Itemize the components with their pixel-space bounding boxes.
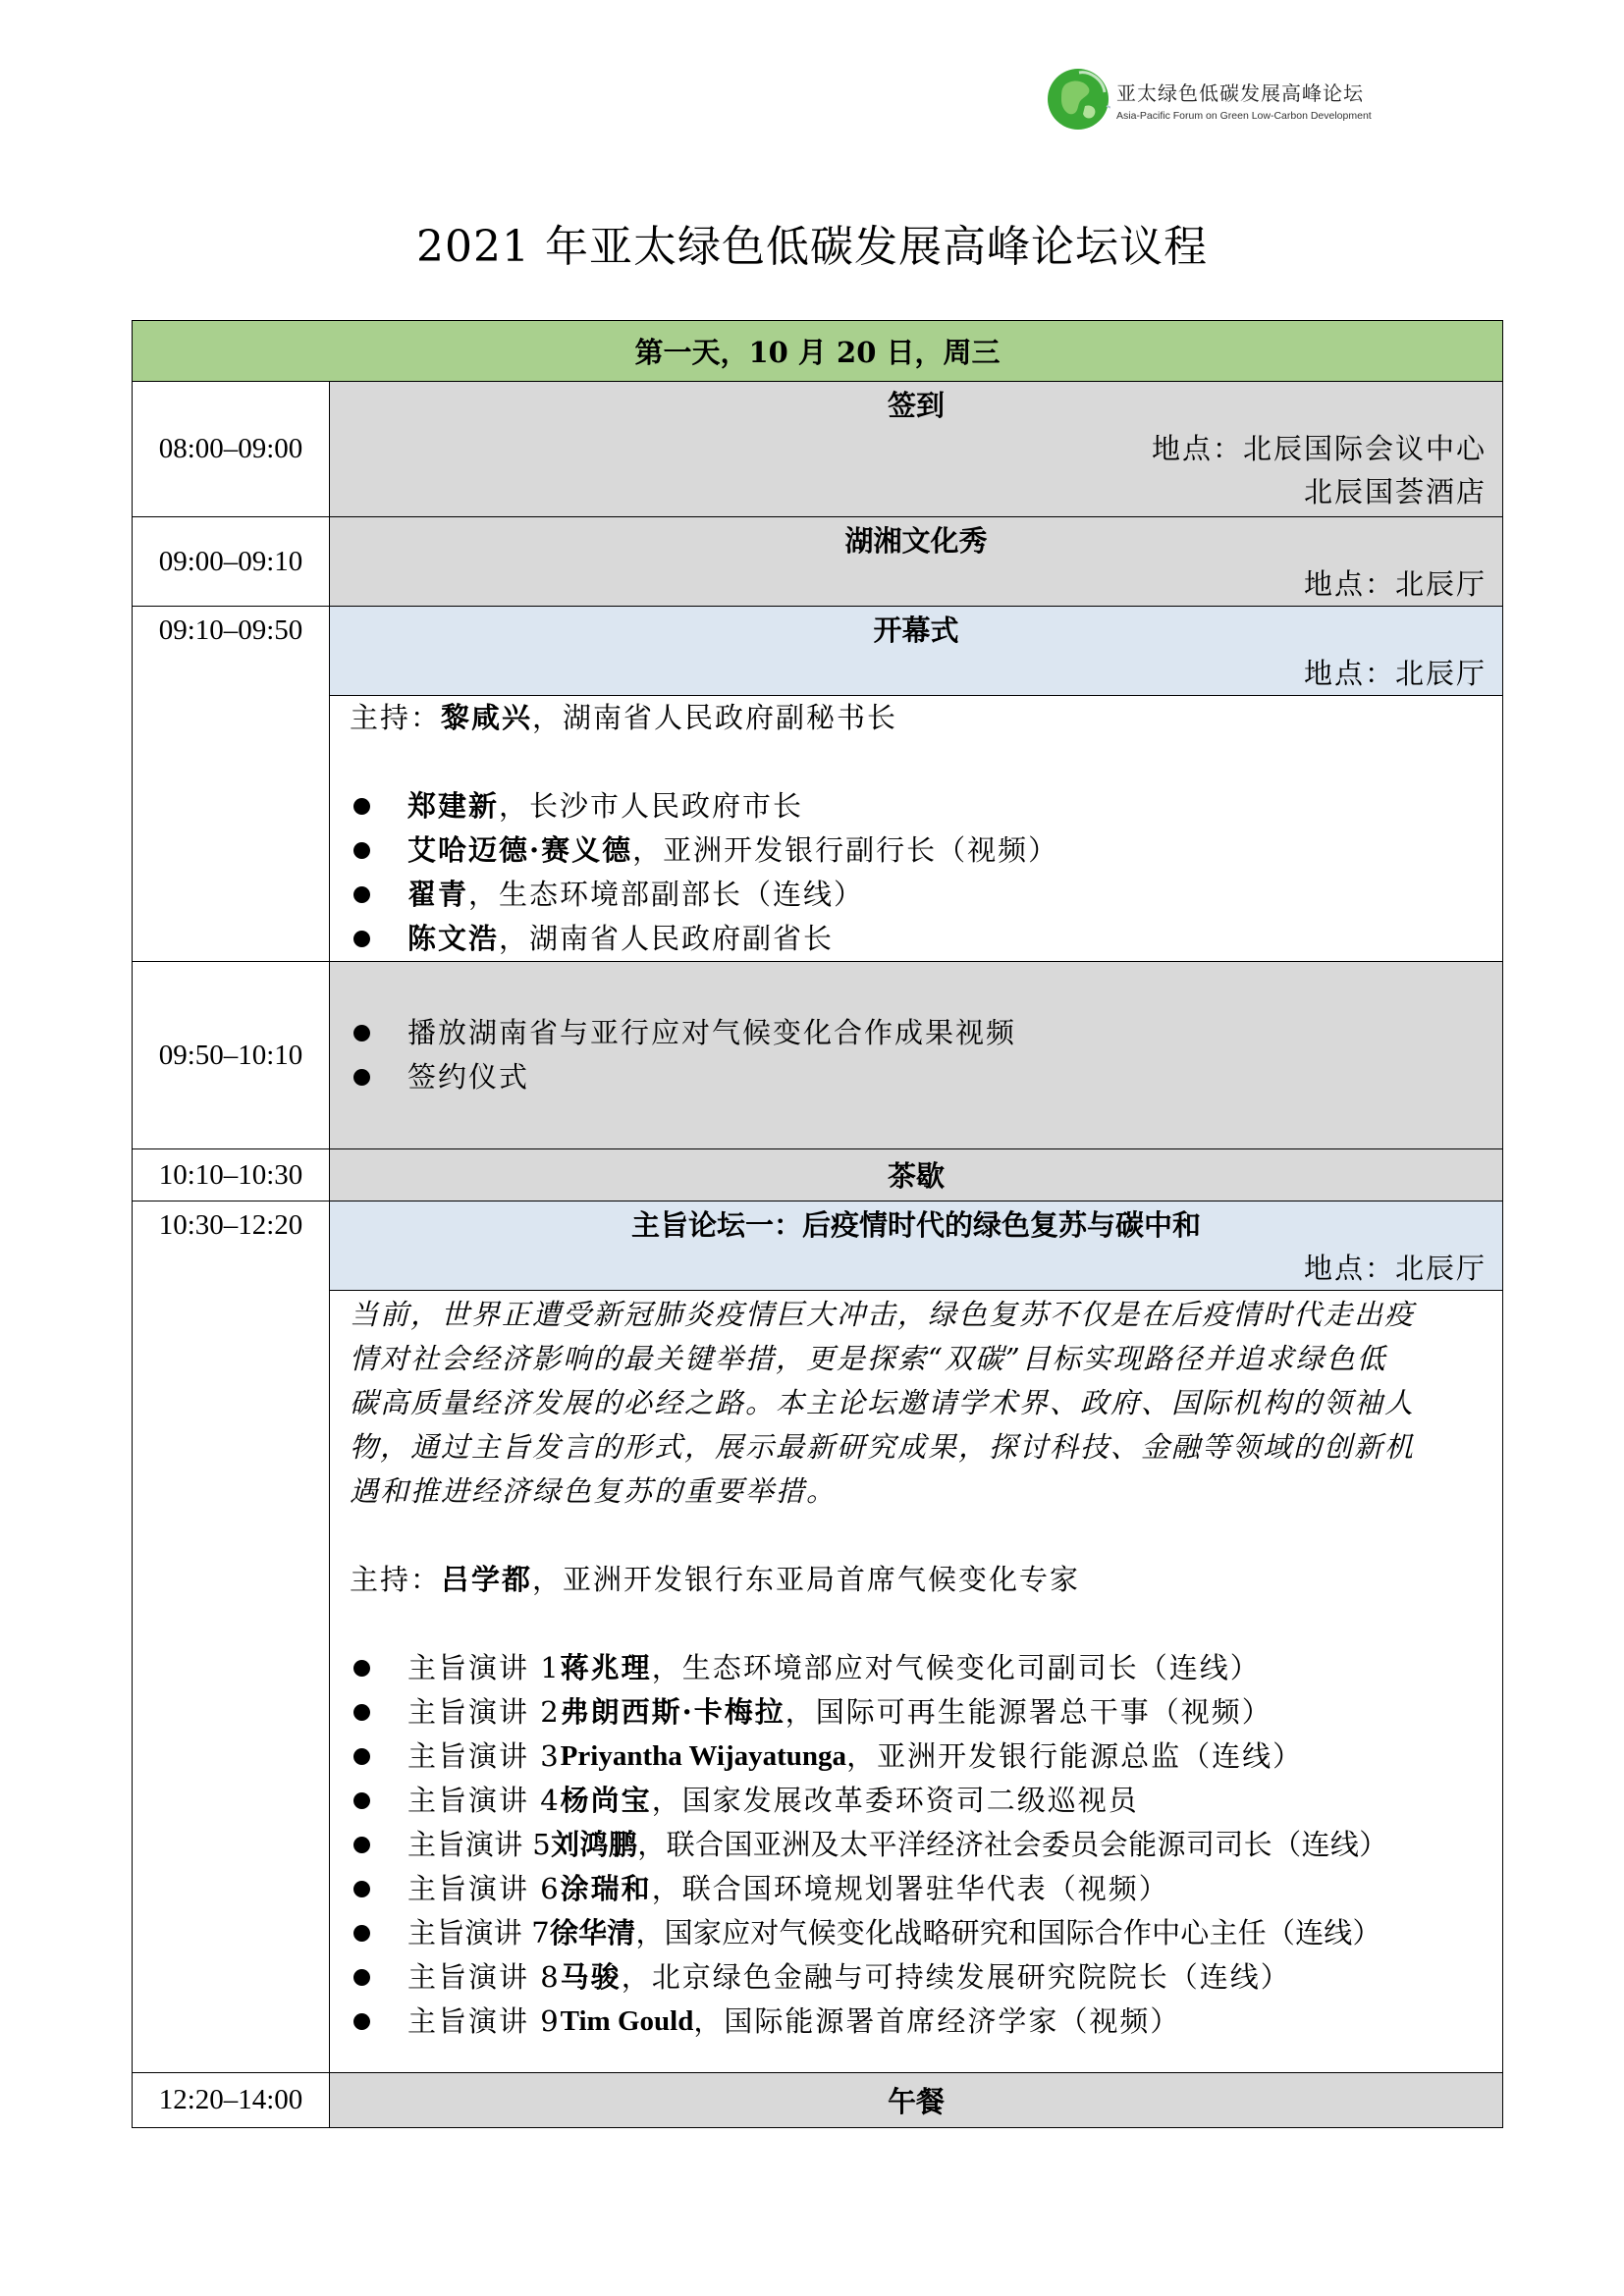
bullet-icon <box>353 798 370 815</box>
green-globe-logo-icon <box>1046 67 1110 132</box>
speech-item: 主旨演讲 8 马骏 ，北京绿色金融与可持续发展研究院院长（连线） <box>350 1955 1489 2000</box>
bullet-icon <box>353 886 370 903</box>
speech-item: 主旨演讲 6 涂瑞和 ，联合国环境规划署驻华代表（视频） <box>350 1867 1489 1911</box>
session-cell <box>330 607 1503 696</box>
time-cell: 10:10–10:30 <box>133 1149 330 1201</box>
bullet-icon <box>353 931 370 947</box>
list-item: 签约仪式 <box>350 1055 1489 1099</box>
day-header-row <box>133 321 1503 382</box>
time-cell: 10:30–12:20 <box>133 1201 330 2073</box>
agenda-row-culture <box>133 517 1503 607</box>
session-location: 地点：北辰厅 <box>1303 1252 1487 1285</box>
host-title: ，亚洲开发银行东亚局首席气候变化专家 <box>532 1563 1081 1596</box>
host-name: 吕学都 <box>441 1563 533 1596</box>
bullet-icon <box>353 2013 370 2030</box>
bullet-icon <box>353 1837 370 1853</box>
agenda-row-keynote-head <box>133 1201 1503 1291</box>
page-title: 2021 年亚太绿色低碳发展高峰论坛议程 <box>416 222 1208 272</box>
session-detail-cell <box>330 696 1503 962</box>
session-location: 地点：北辰厅 <box>1303 567 1487 601</box>
session-title: 茶歇 <box>887 1159 945 1193</box>
session-title: 午餐 <box>887 2084 945 2118</box>
agenda-row-video <box>133 962 1503 1149</box>
bullet-icon <box>353 1704 370 1721</box>
session-cell <box>330 2073 1503 2128</box>
speaker-item: 翟青 ，生态环境部副部长（连线） <box>350 873 1489 917</box>
agenda-table <box>132 320 1503 2128</box>
session-location: 地点：北辰国际会议中心 <box>1151 432 1487 465</box>
speech-item: 主旨演讲 2 弗朗西斯·卡梅拉 ，国际可再生能源署总干事（视频） <box>350 1690 1489 1735</box>
speech-item: 主旨演讲 3 Priyantha Wijayatunga ，亚洲开发银行能源总监（连线） <box>350 1735 1489 1779</box>
bullet-icon <box>353 1025 370 1041</box>
bullet-icon <box>353 1660 370 1677</box>
bullet-icon <box>353 1069 370 1086</box>
list-item: 播放湖南省与亚行应对气候变化合作成果视频 <box>350 1011 1489 1055</box>
session-cell <box>330 1201 1503 1291</box>
session-cell <box>330 382 1503 517</box>
speech-item: 主旨演讲 9 Tim Gould ，国际能源署首席经济学家（视频） <box>350 2000 1489 2044</box>
host-line: 主持：黎咸兴，湖南省人民政府副秘书长 <box>350 701 898 734</box>
session-cell <box>330 517 1503 607</box>
speech-item: 主旨演讲 5 刘鸿鹏 ，联合国亚洲及太平洋经济社会委员会能源司司长（连线） <box>350 1823 1489 1867</box>
speech-item: 主旨演讲 1 蒋兆理 ，生态环境部应对气候变化司副司长（连线） <box>350 1646 1489 1690</box>
speaker-item: 陈文浩 ，湖南省人民政府副省长 <box>350 917 1489 961</box>
agenda-row-opening-body <box>133 696 1503 962</box>
session-detail-cell <box>330 1291 1503 2073</box>
bullet-icon <box>353 1969 370 1986</box>
speaker-item: 郑建新 ，长沙市人民政府市长 <box>350 784 1489 828</box>
agenda-row-opening-head <box>133 607 1503 696</box>
agenda-row-lunch <box>133 2073 1503 2128</box>
session-cell <box>330 1149 1503 1201</box>
time-cell: 09:50–10:10 <box>133 962 330 1149</box>
host-name: 黎咸兴 <box>441 701 533 734</box>
session-title: 签到 <box>887 389 945 422</box>
session-title: 湖湘文化秀 <box>844 524 988 558</box>
session-title: 主旨论坛一：后疫情时代的绿色复苏与碳中和 <box>630 1208 1201 1242</box>
bullet-icon <box>353 1925 370 1942</box>
day-header: 第一天，10 月 20 日，周三 <box>133 321 1503 382</box>
session-title: 开幕式 <box>873 614 959 647</box>
agenda-row-checkin <box>133 382 1503 517</box>
bullet-icon <box>353 842 370 859</box>
speech-item: 主旨演讲 7 徐华清 ，国家应对气候变化战略研究和国际合作中心主任（连线） <box>350 1911 1489 1955</box>
speaker-item: 艾哈迈德·赛义德 ，亚洲开发银行副行长（视频） <box>350 828 1489 873</box>
agenda-row-keynote-body <box>133 1291 1503 2073</box>
time-cell: 08:00–09:00 <box>133 382 330 517</box>
forum-intro: 当前，世界正遭受新冠肺炎疫情巨大冲击，绿色复苏不仅是在后疫情时代走出疫 情对社会经济影响的最关键举措，更是探索“双碳”目标实现路径并追求绿色低 碳高质量经济发展的必经之路。本主论坛邀请学术界、政府、国际机构的领袖人 物，通过主旨发言的形式，展示最新研究成果，探讨科技、金融等领域的创新机 遇和推进经济绿色复苏的重要举措。 <box>350 1298 1416 1508</box>
time-cell: 09:00–09:10 <box>133 517 330 607</box>
session-location-venue: 北辰国荟酒店 <box>1303 475 1487 508</box>
time-cell: 09:10–09:50 <box>133 607 330 962</box>
host-title: ，湖南省人民政府副秘书长 <box>532 701 898 734</box>
bullet-icon <box>353 1748 370 1765</box>
host-line: 主持：吕学都，亚洲开发银行东亚局首席气候变化专家 <box>350 1563 1081 1596</box>
logo-english-name: Asia-Pacific Forum on Green Low-Carbon Development <box>1116 109 1372 122</box>
session-location: 地点：北辰厅 <box>1303 657 1487 690</box>
logo-chinese-name: 亚太绿色低碳发展高峰论坛 <box>1116 80 1364 105</box>
session-cell <box>330 962 1503 1149</box>
bullet-icon <box>353 1792 370 1809</box>
bullet-icon <box>353 1881 370 1897</box>
forum-logo <box>1046 67 1372 132</box>
time-cell: 12:20–14:00 <box>133 2073 330 2128</box>
speech-item: 主旨演讲 4 杨尚宝 ，国家发展改革委环资司二级巡视员 <box>350 1779 1489 1823</box>
agenda-row-break <box>133 1149 1503 1201</box>
